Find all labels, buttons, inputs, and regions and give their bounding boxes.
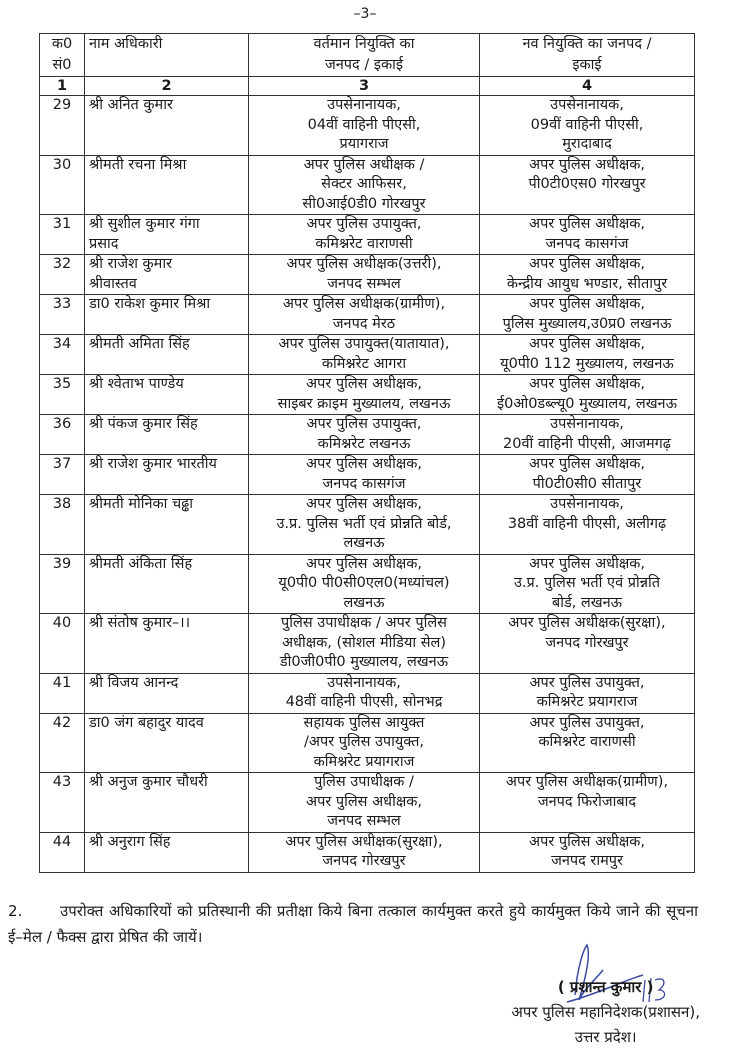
cell-line: श्री राजेश कुमार xyxy=(89,256,173,272)
new-posting xyxy=(480,554,695,614)
cell-line: जनपद मेरठ xyxy=(332,315,396,332)
cell-line: उपसेनानायक, xyxy=(550,97,624,113)
paragraph-number: 2. xyxy=(8,902,23,920)
cell-line: कमिश्नरेट प्रयागराज xyxy=(313,753,415,770)
cell-line: सेक्टर आफिसर, xyxy=(321,176,407,192)
cell-line: अपर पुलिस उपायुक्त, xyxy=(306,416,422,432)
new-posting xyxy=(480,415,695,455)
serial-number: 40 xyxy=(40,614,85,674)
current-posting xyxy=(249,713,480,773)
cell-line: श्री अनित कुमार xyxy=(89,97,173,113)
cell-line: पी0टी0सी0 सीतापुर xyxy=(532,475,642,492)
cell-line: पुलिस उपाधीक्षक / अपर पुलिस xyxy=(281,615,447,631)
table-row xyxy=(40,215,695,255)
new-posting xyxy=(480,673,695,713)
table-row xyxy=(40,614,695,674)
new-posting xyxy=(480,215,695,255)
column-number: 4 xyxy=(480,77,695,96)
cell-line: श्रीमती अमिता सिंह xyxy=(89,336,190,352)
signatory-state: उत्तर प्रदेश। xyxy=(574,1028,637,1046)
cell-line: लखनऊ xyxy=(343,535,385,551)
cell-line: अपर पुलिस अधीक्षक, xyxy=(306,376,422,392)
officer-name xyxy=(85,96,249,156)
cell-line: अपर पुलिस उपायुक्त(यातायात), xyxy=(278,336,450,352)
column-header xyxy=(40,34,85,77)
cell-line: नव नियुक्ति का जनपद / xyxy=(522,36,652,52)
officer-name xyxy=(85,673,249,713)
cell-line: 38वीं वाहिनी पीएसी, अलीगढ़ xyxy=(507,515,667,532)
table-row xyxy=(40,455,695,495)
paragraph-text: उपरोक्त अधिकारियों को प्रतिस्थानी की प्रतीक्षा किये बिना तत्काल कार्यमुक्त करते हुये कार्यमुक्त किये जाने की सूचना ई–मेल / फैक्स द्वारा प्रेषित की जायें। xyxy=(8,902,698,946)
cell-line: अपर पुलिस अधीक्षक, xyxy=(306,496,422,512)
new-posting xyxy=(480,255,695,295)
cell-line: डी0जी0पी0 मुख्यालय, लखनऊ xyxy=(279,654,449,670)
cell-line: मुरादाबाद xyxy=(562,136,612,152)
serial-number: 33 xyxy=(40,295,85,335)
current-posting xyxy=(249,375,480,415)
cell-line: उपसेनानायक, xyxy=(550,416,624,432)
cell-line: अपर पुलिस अधीक्षक, xyxy=(529,456,645,472)
serial-number: 43 xyxy=(40,773,85,833)
current-posting xyxy=(249,155,480,215)
cell-line: श्री राजेश कुमार भारतीय xyxy=(89,456,217,472)
serial-number: 30 xyxy=(40,155,85,215)
officer-name xyxy=(85,614,249,674)
new-posting xyxy=(480,832,695,872)
current-posting xyxy=(249,554,480,614)
cell-line: अपर पुलिस अधीक्षक(ग्रामीण), xyxy=(282,296,446,312)
cell-line: जनपद / इकाई xyxy=(325,57,403,73)
cell-line: अपर पुलिस अधीक्षक, xyxy=(306,555,422,572)
officer-name xyxy=(85,155,249,215)
serial-number: 32 xyxy=(40,255,85,295)
cell-line: अपर पुलिस अधीक्षक(उत्तरी), xyxy=(286,256,442,272)
cell-line: श्री पंकज कुमार सिंह xyxy=(89,416,198,432)
cell-line: अपर पुलिस अधीक्षक, xyxy=(529,833,645,850)
serial-number: 36 xyxy=(40,415,85,455)
officer-name xyxy=(85,495,249,555)
serial-number: 37 xyxy=(40,455,85,495)
cell-line: अपर पुलिस अधीक्षक, xyxy=(529,156,645,173)
new-posting xyxy=(480,614,695,674)
table-row xyxy=(40,495,695,555)
officer-name xyxy=(85,713,249,773)
cell-line: अपर पुलिस अधीक्षक(सुरक्षा), xyxy=(285,833,443,850)
header-row xyxy=(40,34,695,77)
serial-number: 41 xyxy=(40,673,85,713)
cell-line: कमिश्नरेट प्रयागराज xyxy=(536,694,638,710)
cell-line: उपसेनानायक, xyxy=(327,674,401,691)
cell-line: अधीक्षक, (सोशल मीडिया सेल) xyxy=(281,634,447,651)
current-posting xyxy=(249,96,480,156)
cell-line: अपर पुलिस अधीक्षक / xyxy=(303,156,425,173)
cell-line: श्री विजय आनन्द xyxy=(89,674,179,691)
current-posting xyxy=(249,773,480,833)
cell-line: वर्तमान नियुक्ति का xyxy=(313,36,415,52)
cell-line: सी0आई0डी0 गोरखपुर xyxy=(302,195,426,212)
cell-line: बोर्ड, लखनऊ xyxy=(551,594,623,611)
cell-line: अपर पुलिस अधीक्षक, xyxy=(529,376,645,392)
cell-line: अपर पुलिस अधीक्षक(ग्रामीण), xyxy=(505,774,669,790)
cell-line: जनपद फिरोजाबाद xyxy=(537,793,637,810)
table-row xyxy=(40,335,695,375)
serial-number: 29 xyxy=(40,96,85,156)
officer-name xyxy=(85,335,249,375)
cell-line: अपर पुलिस अधीक्षक, xyxy=(529,296,645,312)
table-row xyxy=(40,832,695,872)
cell-line: अपर पुलिस अधीक्षक(सुरक्षा), xyxy=(508,615,666,631)
cell-line: 09वीं वाहिनी पीएसी, xyxy=(530,116,644,133)
new-posting xyxy=(480,713,695,773)
signatory-name: ( प्रशान्त कुमार ) xyxy=(557,978,654,996)
cell-line: श्रीमती मोनिका चढ्ढा xyxy=(89,496,194,512)
column-number: 2 xyxy=(85,77,249,96)
cell-line: लखनऊ xyxy=(343,594,385,611)
new-posting xyxy=(480,295,695,335)
serial-number: 38 xyxy=(40,495,85,555)
officer-name xyxy=(85,773,249,833)
cell-line: कमिश्नरेट वाराणसी xyxy=(315,235,413,252)
cell-line: अपर पुलिस उपायुक्त, xyxy=(306,216,422,232)
cell-line: श्री श्वेताभ पाण्डेय xyxy=(89,376,184,392)
cell-line: अपर पुलिस अधीक्षक, xyxy=(529,216,645,232)
table-row xyxy=(40,375,695,415)
current-posting xyxy=(249,832,480,872)
cell-line: उ.प्र. पुलिस भर्ती एवं प्रोन्नति बोर्ड, xyxy=(276,515,452,532)
cell-line: कमिश्नरेट वाराणसी xyxy=(538,734,636,750)
cell-line: पुलिस उपाधीक्षक / xyxy=(314,774,414,790)
officer-name xyxy=(85,295,249,335)
serial-number: 31 xyxy=(40,215,85,255)
table-row xyxy=(40,554,695,614)
column-header xyxy=(85,34,249,77)
cell-line: ई0ओ0डब्ल्यू0 मुख्यालय, लखनऊ xyxy=(497,395,677,412)
cell-line: यू0पी0 पी0सी0एल0(मध्यांचल) xyxy=(278,575,450,591)
new-posting xyxy=(480,495,695,555)
new-posting xyxy=(480,773,695,833)
cell-line: अपर पुलिस अधीक्षक, xyxy=(529,555,645,572)
current-posting xyxy=(249,495,480,555)
cell-line: अपर पुलिस उपायुक्त, xyxy=(529,714,645,731)
page-number: –3– xyxy=(353,6,377,22)
cell-line: 20वीं वाहिनी पीएसी, आजमगढ़ xyxy=(503,435,671,452)
cell-line: 04वीं वाहिनी पीएसी, xyxy=(307,116,421,133)
signature-block xyxy=(511,975,700,1050)
cell-line: सहायक पुलिस आयुक्त xyxy=(303,714,425,731)
serial-number: 34 xyxy=(40,335,85,375)
cell-line: डा0 जंग बहादुर यादव xyxy=(89,714,204,731)
table-body xyxy=(40,96,695,873)
officer-name xyxy=(85,375,249,415)
new-posting xyxy=(480,335,695,375)
column-number-row xyxy=(40,77,695,96)
table-row xyxy=(40,415,695,455)
cell-line: अपर पुलिस उपायुक्त, xyxy=(529,674,645,691)
cell-line: प्रसाद xyxy=(89,235,119,252)
new-posting xyxy=(480,375,695,415)
column-number: 1 xyxy=(40,77,85,96)
cell-line: नाम अधिकारी xyxy=(89,36,163,52)
cell-line: जनपद गोरखपुर xyxy=(545,634,629,651)
officer-name xyxy=(85,215,249,255)
new-posting xyxy=(480,455,695,495)
officer-name xyxy=(85,255,249,295)
new-posting xyxy=(480,155,695,215)
current-posting xyxy=(249,614,480,674)
cell-line: उपसेनानायक, xyxy=(550,496,624,512)
current-posting xyxy=(249,215,480,255)
cell-line: जनपद सम्भल xyxy=(327,275,401,292)
table-row xyxy=(40,96,695,156)
cell-line: पुलिस मुख्यालय,उ0प्र0 लखनऊ xyxy=(502,315,672,332)
cell-line: अपर पुलिस अधीक्षक, xyxy=(306,793,422,810)
cell-line: श्री सुशील कुमार गंगा xyxy=(89,216,200,232)
cell-line: श्री अनुराग सिंह xyxy=(89,833,171,850)
current-posting xyxy=(249,455,480,495)
current-posting xyxy=(249,335,480,375)
cell-line: उपसेनानायक, xyxy=(327,97,401,113)
signatory-designation: अपर पुलिस महानिदेशक(प्रशासन), xyxy=(511,1003,700,1021)
officer-name xyxy=(85,415,249,455)
table-row xyxy=(40,295,695,335)
current-posting xyxy=(249,255,480,295)
current-posting xyxy=(249,673,480,713)
column-header xyxy=(480,34,695,77)
column-header xyxy=(249,34,480,77)
cell-line: श्रीमती अंकिता सिंह xyxy=(89,555,193,572)
cell-line: श्री अनुज कुमार चौधरी xyxy=(89,774,208,790)
cell-line: प्रयागराज xyxy=(339,136,389,152)
new-posting xyxy=(480,96,695,156)
cell-line: अपर पुलिस अधीक्षक, xyxy=(529,256,645,272)
cell-line: क0 xyxy=(51,36,73,52)
cell-line: 48वीं वाहिनी पीएसी, सोनभद्र xyxy=(285,694,443,710)
cell-line: कमिश्नरेट लखनऊ xyxy=(317,435,411,452)
cell-line: श्रीवास्तव xyxy=(89,275,137,292)
cell-line: साइबर क्राइम मुख्यालय, लखनऊ xyxy=(277,395,451,412)
cell-line: जनपद कासगंज xyxy=(545,235,629,252)
cell-line: श्रीमती रचना मिश्रा xyxy=(89,156,187,173)
table-row xyxy=(40,155,695,215)
officer-name xyxy=(85,832,249,872)
cell-line: उ.प्र. पुलिस भर्ती एवं प्रोन्नति xyxy=(513,575,661,591)
cell-line: जनपद कासगंज xyxy=(322,475,406,492)
officer-name xyxy=(85,554,249,614)
cell-line: /अपर पुलिस उपायुक्त, xyxy=(304,734,424,750)
table-row xyxy=(40,773,695,833)
transfer-table xyxy=(39,33,695,873)
serial-number: 35 xyxy=(40,375,85,415)
serial-number: 39 xyxy=(40,554,85,614)
officer-name xyxy=(85,455,249,495)
cell-line: जनपद रामपुर xyxy=(551,853,623,869)
cell-line: अपर पुलिस अधीक्षक, xyxy=(306,456,422,472)
table-row xyxy=(40,713,695,773)
cell-line: केन्द्रीय आयुध भण्डार, सीतापुर xyxy=(506,275,668,292)
cell-line: यू0पी0 112 मुख्यालय, लखनऊ xyxy=(500,355,674,372)
cell-line: जनपद सम्भल xyxy=(327,813,401,829)
current-posting xyxy=(249,415,480,455)
current-posting xyxy=(249,295,480,335)
column-number: 3 xyxy=(249,77,480,96)
cell-line: अपर पुलिस अधीक्षक, xyxy=(529,336,645,352)
table-row xyxy=(40,673,695,713)
serial-number: 44 xyxy=(40,832,85,872)
cell-line: कमिश्नरेट आगरा xyxy=(321,355,407,372)
cell-line: जनपद गोरखपुर xyxy=(322,853,406,869)
cell-line: इकाई xyxy=(572,57,602,73)
table-row xyxy=(40,255,695,295)
cell-line: डा0 राकेश कुमार मिश्रा xyxy=(89,296,211,312)
cell-line: सं0 xyxy=(52,57,72,73)
serial-number: 42 xyxy=(40,713,85,773)
cell-line: पी0टी0एस0 गोरखपुर xyxy=(528,176,646,192)
cell-line: श्री संतोष कुमार–।। xyxy=(89,615,191,631)
